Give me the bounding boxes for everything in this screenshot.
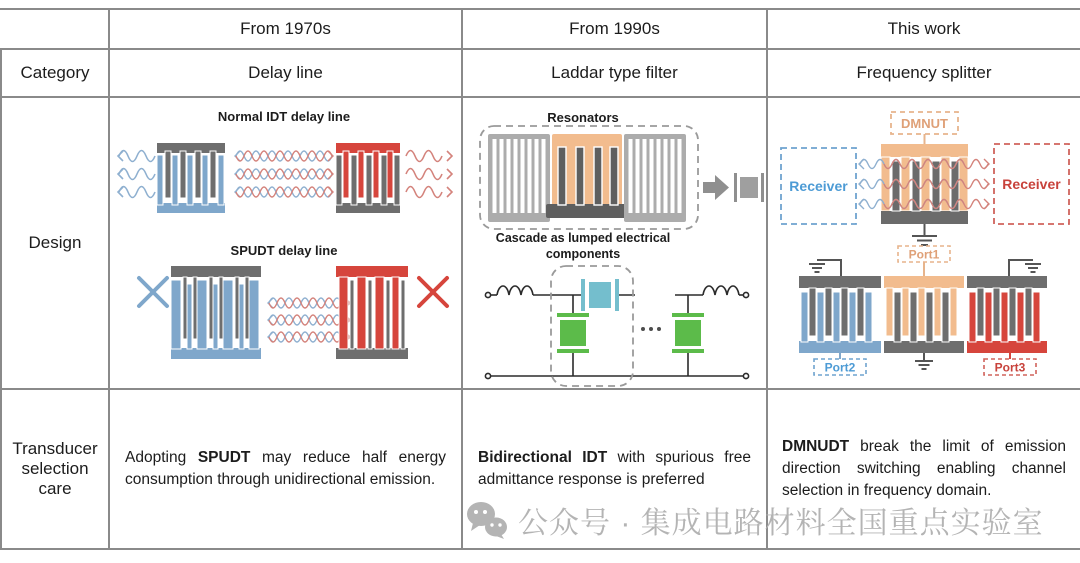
ground-symbol [912,224,937,245]
normal-output-idt [336,143,400,213]
spudt-title: SPUDT delay line [230,243,338,258]
arrow-right-icon [703,175,729,200]
ground-symbol [809,260,841,276]
design-ladder-filter-cell [463,98,768,390]
frequency-splitter-diagram [768,98,1080,388]
watermark-text: 公众号 · 集成电路材料全国重点实验室 [518,507,1044,540]
shunt-resonator-2 [672,313,704,353]
category-ladder-filter: Laddar type filter [463,50,768,98]
receiver-right-label: Receiver [1002,176,1061,192]
care-delay-line-text: Adopting SPUDT may reduce half energy consumption through unidirectional emission. [110,390,463,550]
header-label: This work [887,19,961,38]
ground-symbol [1009,260,1041,276]
resonator-idt [546,134,628,218]
port3-idt [967,276,1047,353]
resonators-title: Resonators [547,110,619,125]
dmnut-label: DMNUT [901,116,948,131]
bold-term: SPUDT [197,449,251,466]
row-label-category: Category [0,50,110,98]
design-frequency-splitter-cell [768,98,1080,390]
category-delay-line: Delay line [110,50,463,98]
header-label: From 1970s [240,19,331,38]
bold-term: Bidirectional IDT [478,449,608,466]
inductor-left [497,286,533,295]
series-resonator [581,279,619,311]
red-wave-lines [406,151,452,198]
no-emission-x-right [419,278,447,306]
bold-term: DMNUDT [782,438,850,455]
blue-wave-lines [118,151,155,198]
port1-idt [884,276,964,353]
port1-label: Port1 [908,247,940,262]
receiver-left-label: Receiver [789,178,848,194]
port3-label: Port3 [994,360,1026,375]
ground-symbol [915,353,933,369]
shunt-resonator-1 [557,313,589,353]
braided-wave-lines [268,298,350,342]
header-from-1990s [463,10,768,50]
header-label: From 1990s [569,19,660,38]
cascade-caption-line1: Cascade as lumped electrical [495,231,671,245]
care-frequency-splitter-text: DMNUDT break the limit of emission direction switching enabling channel selection in frequency domain. [768,390,1080,550]
row-label-design: Design [0,98,110,390]
no-emission-x-left [139,278,167,306]
spudt-output-idt [336,266,408,359]
header-from-1970s [110,10,463,50]
port2-label: Port2 [824,360,856,375]
row-label-transducer-selection-care: Transducer selection care [0,390,110,550]
braided-wave-lines [235,151,333,197]
reflector-grating-left [488,134,550,222]
lumped-resonator-icon [734,173,764,202]
corner-cell [0,10,110,50]
design-delay-line-cell [110,98,463,390]
category-frequency-splitter: Frequency splitter [768,50,1080,98]
ladder-filter-diagram [463,98,766,388]
header-this-work [768,10,1080,50]
inductor-right [703,286,739,295]
spudt-input-idt [171,266,261,359]
normal-idt-title: Normal IDT delay line [217,109,351,124]
care-ladder-filter-text: Bidirectional IDT with spurious free admittance response is preferred [463,390,768,550]
comparison-table [0,8,1080,548]
cascade-caption-line2: components [545,247,621,261]
delay-line-diagram [110,98,461,388]
reflector-grating-right [624,134,686,222]
ellipsis-dots [641,327,661,331]
normal-input-idt [157,143,225,213]
port2-idt [799,276,881,353]
